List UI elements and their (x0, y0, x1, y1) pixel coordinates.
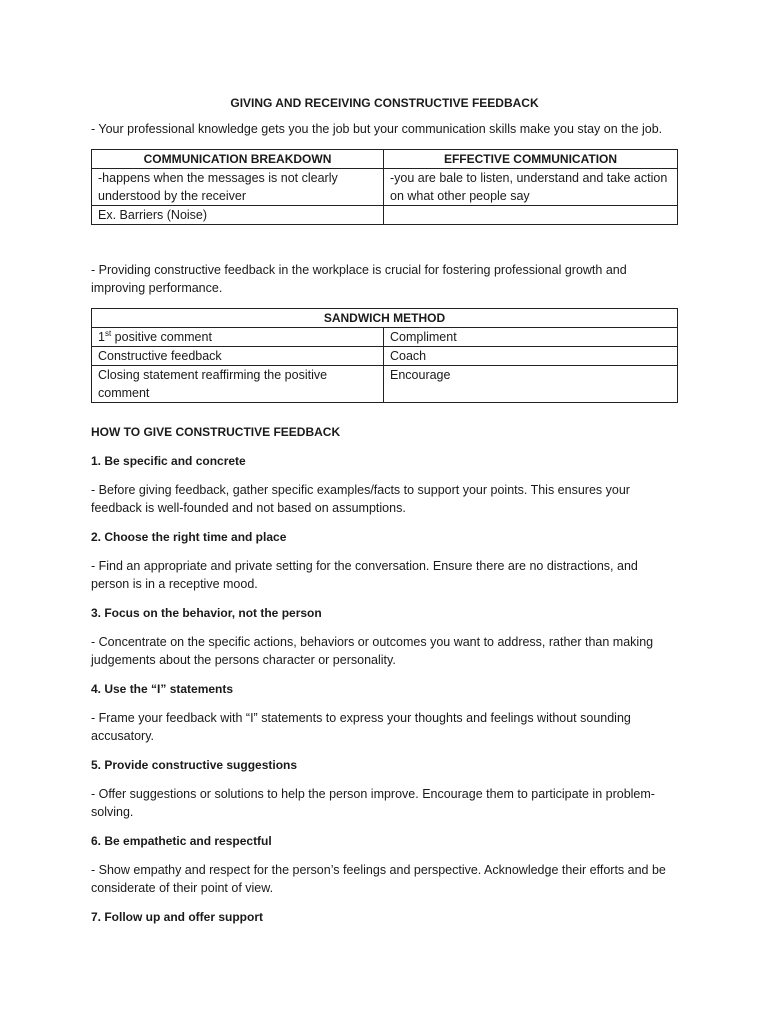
communication-table (91, 149, 678, 225)
feedback-paragraph: - Providing constructive feedback in the workplace is crucial for fostering professional growth and improving performance. (91, 263, 627, 295)
table-header-row (92, 309, 678, 328)
table-header-cell: EFFECTIVE COMMUNICATION (384, 150, 678, 169)
table-cell: -you are bale to listen, understand and take action on what other people say (384, 169, 678, 206)
tip-heading: 3. Focus on the behavior, not the person (91, 606, 322, 620)
table-header-row (92, 150, 678, 169)
table-cell: Compliment (384, 328, 678, 347)
table-cell: Coach (384, 347, 678, 366)
tip-heading: 4. Use the “I” statements (91, 682, 234, 696)
tip-body: - Before giving feedback, gather specific examples/facts to support your points. This ensures your feedback is well-founded and not based on assumptions. (91, 483, 630, 515)
tip-body: - Show empathy and respect for the person’s feelings and perspective. Acknowledge their efforts and be considerate of their point of view. (91, 863, 666, 895)
table-cell: Encourage (384, 366, 678, 403)
tip-heading: 5. Provide constructive suggestions (91, 758, 298, 772)
tip-body: - Concentrate on the specific actions, behaviors or outcomes you want to address, rather than making judgements about the persons character or personality. (91, 635, 654, 667)
table-header-cell: SANDWICH METHOD (92, 309, 678, 328)
tip-body: - Offer suggestions or solutions to help the person improve. Encourage them to participate in problem-solving. (91, 787, 655, 819)
table-row (92, 206, 678, 225)
cell-text: positive comment (111, 330, 212, 344)
section-title: HOW TO GIVE CONSTRUCTIVE FEEDBACK (91, 425, 341, 439)
table-header-cell: COMMUNICATION BREAKDOWN (92, 150, 384, 169)
table-row (92, 328, 678, 347)
tip-body: - Find an appropriate and private setting for the conversation. Ensure there are no distractions, and person is in a receptive mood. (91, 559, 638, 591)
document-title: GIVING AND RECEIVING CONSTRUCTIVE FEEDBACK (230, 96, 539, 110)
table-cell: Constructive feedback (92, 347, 384, 366)
ordinal-suffix: st (104, 329, 112, 338)
table-row (92, 169, 678, 206)
tip-heading: 6. Be empathetic and respectful (91, 834, 272, 848)
tip-heading: 1. Be specific and concrete (91, 454, 246, 468)
tip-heading: 7. Follow up and offer support (91, 910, 263, 924)
ordinal-number: 1 (98, 330, 105, 344)
table-cell: Ex. Barriers (Noise) (92, 206, 384, 225)
table-cell (384, 206, 678, 225)
table-cell (92, 328, 384, 347)
tip-heading: 2. Choose the right time and place (91, 530, 287, 544)
sandwich-method-table (91, 308, 678, 403)
table-cell: -happens when the messages is not clearly understood by the receiver (92, 169, 384, 206)
table-row (92, 366, 678, 403)
document-content (91, 94, 678, 937)
table-row (92, 347, 678, 366)
intro-paragraph: - Your professional knowledge gets you the job but your communication skills make you stay on the job. (91, 122, 663, 136)
table-cell: Closing statement reaffirming the positive comment (92, 366, 384, 403)
tip-body: - Frame your feedback with “I” statements to express your thoughts and feelings without sounding accusatory. (91, 711, 631, 743)
tips-list (91, 452, 678, 926)
